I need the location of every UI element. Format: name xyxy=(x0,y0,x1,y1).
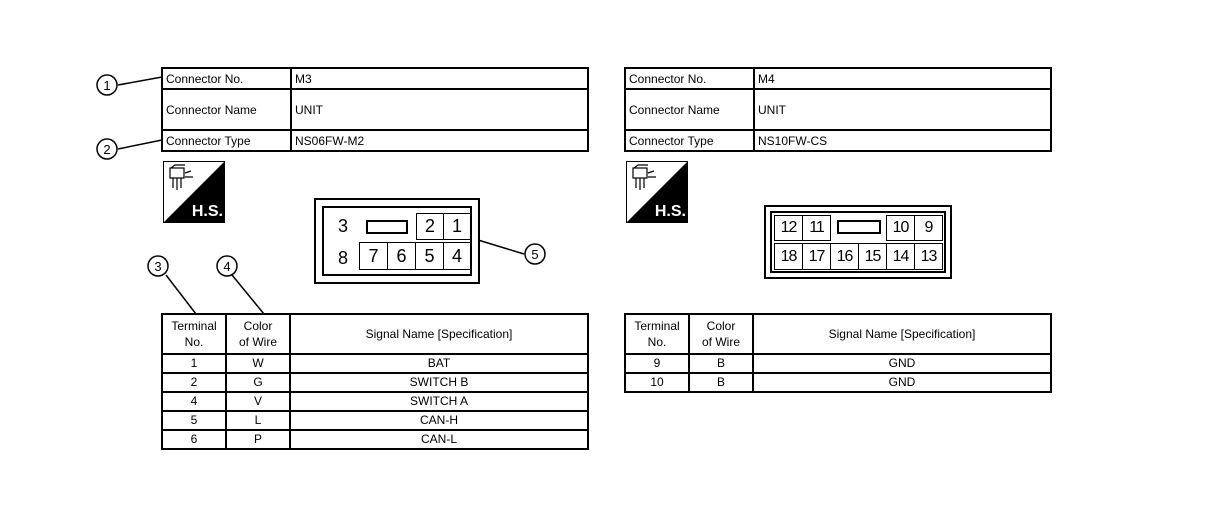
right-pin-16: 16 xyxy=(830,243,859,270)
right-pin-15: 15 xyxy=(858,243,887,270)
left-connector-type-label: Connector Type xyxy=(162,130,291,151)
left-pin-1: 1 xyxy=(443,213,471,240)
signal-cell: GND xyxy=(753,354,1051,373)
signal-cell: SWITCH A xyxy=(290,392,588,411)
left-connector-no-value: M3 xyxy=(291,68,588,89)
leader-line-3 xyxy=(166,275,196,314)
table-row xyxy=(625,373,1051,392)
right-connector-face xyxy=(764,205,952,279)
right-connector-info-table xyxy=(624,67,1052,152)
left-pin-8: 8 xyxy=(337,247,348,268)
color-cell: G xyxy=(226,373,290,392)
terminal-cell: 1 xyxy=(162,354,226,373)
color-cell: V xyxy=(226,392,290,411)
callout-number-5: 5 xyxy=(531,247,539,262)
right-pin-14: 14 xyxy=(886,243,915,270)
left-terminal-table xyxy=(161,313,589,450)
left-pin-5: 5 xyxy=(415,242,444,270)
terminal-cell: 6 xyxy=(162,430,226,449)
terminal-cell: 5 xyxy=(162,411,226,430)
right-pin-17: 17 xyxy=(802,243,831,270)
right-pin-10: 10 xyxy=(886,215,915,241)
right-header-terminal: Terminal No. xyxy=(625,314,689,354)
left-harness-side-icon xyxy=(163,161,225,223)
left-connector-no-label: Connector No. xyxy=(162,68,291,89)
table-row xyxy=(162,373,588,392)
left-connector-face xyxy=(314,198,480,284)
right-connector-key xyxy=(837,220,881,234)
right-harness-side-label: H.S. xyxy=(654,203,686,220)
callout-number-1: 1 xyxy=(103,78,111,93)
left-pin-4: 4 xyxy=(443,242,471,270)
right-header-color: Color of Wire xyxy=(689,314,753,354)
terminal-cell: 9 xyxy=(625,354,689,373)
signal-cell: SWITCH B xyxy=(290,373,588,392)
color-cell: W xyxy=(226,354,290,373)
color-cell: L xyxy=(226,411,290,430)
table-row xyxy=(162,354,588,373)
right-connector-type-label: Connector Type xyxy=(625,130,754,151)
left-pin-7: 7 xyxy=(359,242,388,270)
table-row xyxy=(162,392,588,411)
terminal-cell: 2 xyxy=(162,373,226,392)
right-header-signal: Signal Name [Specification] xyxy=(753,314,1051,354)
signal-cell: BAT xyxy=(290,354,588,373)
right-pin-12: 12 xyxy=(774,215,803,241)
table-row xyxy=(162,411,588,430)
callout-number-4: 4 xyxy=(223,259,231,274)
terminal-cell: 4 xyxy=(162,392,226,411)
callout-number-3: 3 xyxy=(154,259,162,274)
left-header-signal: Signal Name [Specification] xyxy=(290,314,588,354)
left-connector-name-label: Connector Name xyxy=(162,89,291,130)
left-pin-2: 2 xyxy=(416,213,444,240)
signal-cell: GND xyxy=(753,373,1051,392)
signal-cell: CAN-L xyxy=(290,430,588,449)
color-cell: P xyxy=(226,430,290,449)
left-pin-6: 6 xyxy=(387,242,416,270)
left-connector-name-value: UNIT xyxy=(291,89,588,130)
left-pin-3: 3 xyxy=(337,215,348,236)
table-row xyxy=(162,430,588,449)
right-harness-side-icon xyxy=(626,161,688,223)
right-terminal-table xyxy=(624,313,1052,393)
right-connector-name-label: Connector Name xyxy=(625,89,754,130)
right-connector-name-value: UNIT xyxy=(754,89,1051,130)
leader-line-1 xyxy=(118,77,162,85)
signal-cell: CAN-H xyxy=(290,411,588,430)
right-connector-type-value: NS10FW-CS xyxy=(754,130,1051,151)
right-connector-no-value: M4 xyxy=(754,68,1051,89)
left-header-terminal: Terminal No. xyxy=(162,314,226,354)
right-pin-18: 18 xyxy=(774,243,803,270)
right-pin-13: 13 xyxy=(914,243,943,270)
right-pin-11: 11 xyxy=(802,215,831,241)
color-cell: B xyxy=(689,354,753,373)
right-pin-9: 9 xyxy=(914,215,943,241)
callout-number-2: 2 xyxy=(103,142,111,157)
leader-line-4 xyxy=(232,275,264,314)
right-connector-no-label: Connector No. xyxy=(625,68,754,89)
left-connector-type-value: NS06FW-M2 xyxy=(291,130,588,151)
left-harness-side-label: H.S. xyxy=(191,203,223,220)
leader-line-5 xyxy=(478,240,524,254)
terminal-cell: 10 xyxy=(625,373,689,392)
left-connector-key xyxy=(366,220,408,234)
left-connector-info-table xyxy=(161,67,589,152)
color-cell: B xyxy=(689,373,753,392)
left-header-color: Color of Wire xyxy=(226,314,290,354)
leader-line-2 xyxy=(118,140,162,149)
table-row xyxy=(625,354,1051,373)
